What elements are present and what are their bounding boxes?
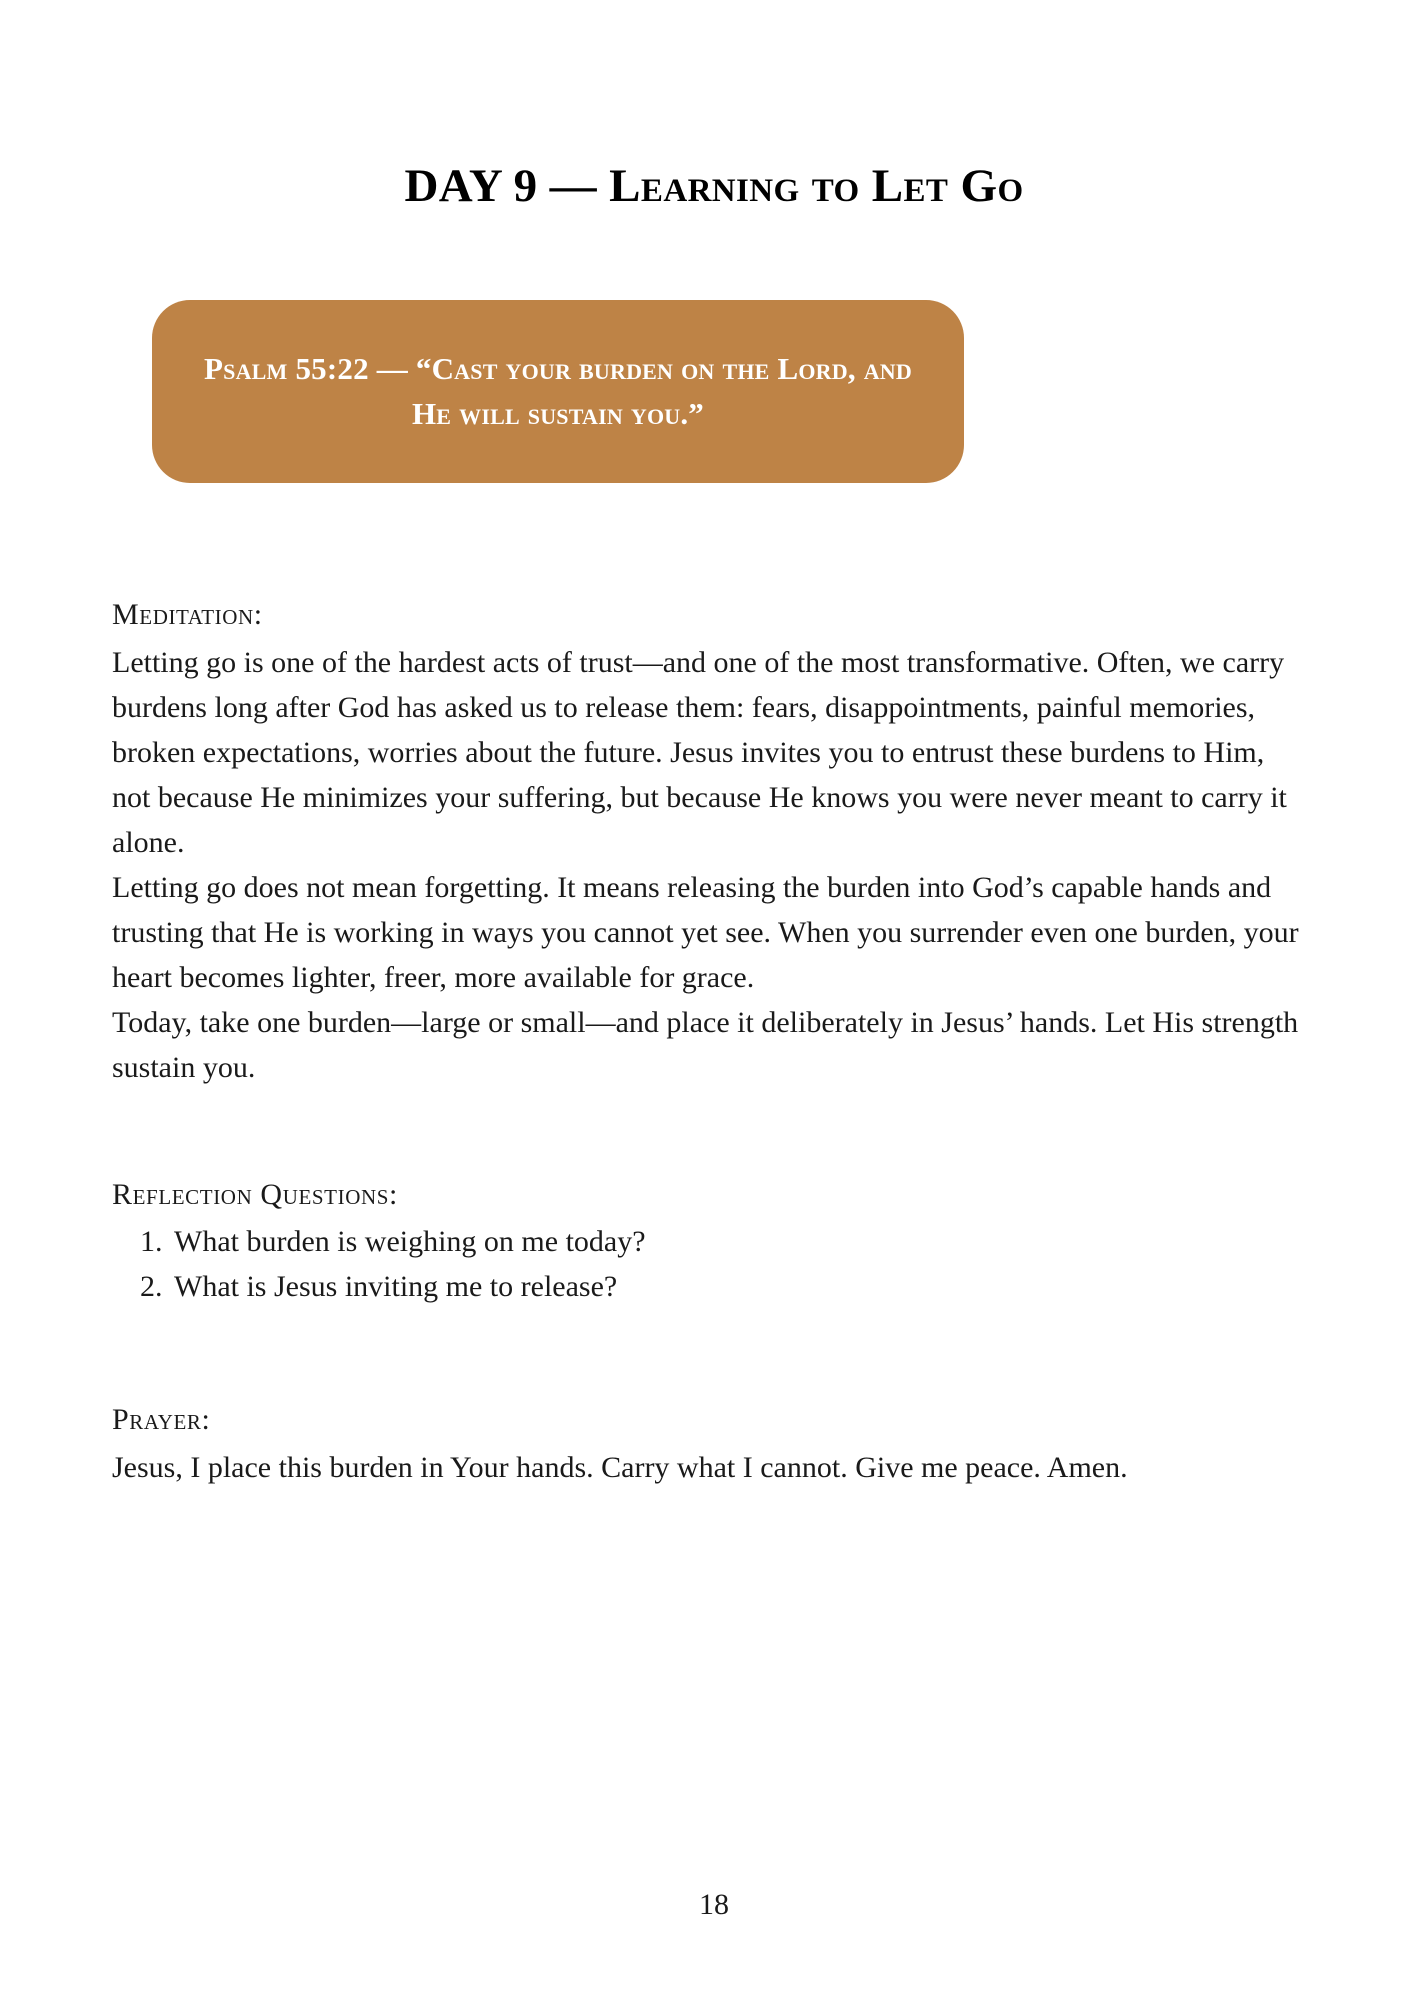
- page-number: 18: [699, 1888, 729, 1921]
- meditation-paragraph: Today, take one burden—large or small—and place it deliberately in Jesus’ hands. Let His strength sustain you.: [112, 1005, 1299, 1084]
- reflection-question-item: [112, 1264, 1307, 1309]
- meditation-section: [112, 596, 1307, 1090]
- prayer-text: Jesus, I place this burden in Your hands. Carry what I cannot. Give me peace. Amen.: [112, 1450, 1128, 1484]
- meditation-heading: Meditation:: [112, 598, 263, 631]
- question-number: 1.: [140, 1225, 163, 1258]
- question-text: What is Jesus inviting me to release?: [174, 1270, 618, 1303]
- verse-callout-box: [152, 300, 964, 483]
- question-text: What burden is weighing on me today?: [174, 1225, 646, 1258]
- prayer-heading: Prayer:: [112, 1403, 211, 1436]
- page-content: [112, 596, 1307, 1490]
- reflection-question-item: [112, 1219, 1307, 1264]
- section-spacer: [112, 1309, 1307, 1401]
- verse-text: Psalm 55:22 — “Cast your burden on the Lord, and He will sustain you.”: [204, 351, 912, 431]
- prayer-section: [112, 1401, 1307, 1490]
- page-title: DAY 9 — Learning to Let Go: [404, 160, 1024, 213]
- meditation-paragraph: Letting go is one of the hardest acts of trust—and one of the most transformative. Often, we carry burdens long after God has asked us to release them: fears, disappointments, painful memories, broken expectations, worries about the future. Jesus invites you to entrust these burdens to Him, not because He minimizes your suffering, but because He knows you were never meant to carry it alone.: [112, 645, 1287, 859]
- question-number: 2.: [140, 1270, 163, 1303]
- reflection-question-list: [112, 1219, 1307, 1309]
- reflection-heading: Reflection Questions:: [112, 1177, 398, 1211]
- meditation-body: [112, 640, 1307, 1090]
- reflection-section: [112, 1176, 1307, 1310]
- section-spacer: [112, 1090, 1307, 1176]
- meditation-paragraph: Letting go does not mean forgetting. It means releasing the burden into God’s capable hands and trusting that He is working in ways you cannot yet see. When you surrender even one burden, your heart becomes lighter, freer, more available for grace.: [112, 870, 1299, 994]
